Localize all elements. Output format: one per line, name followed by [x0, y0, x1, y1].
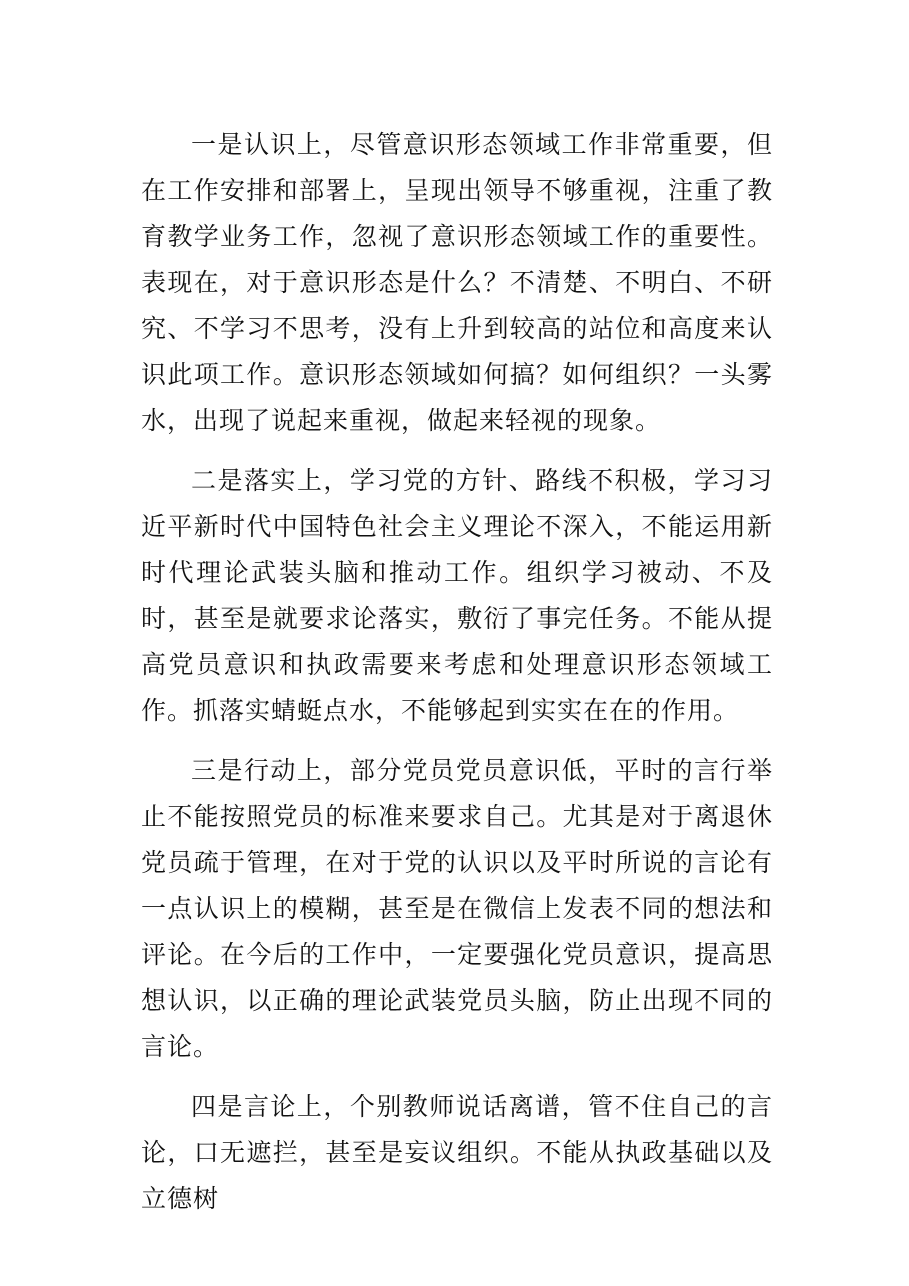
paragraph-speech: 四是言论上，个别教师说话离谱，管不住自己的言论，口无遮拦，甚至是妄议组织。不能从执政基础以及立德树	[141, 1092, 773, 1213]
paragraph-recognition: 一是认识上，尽管意识形态领域工作非常重要，但在工作安排和部署上，呈现出领导不够重视，注重了教育教学业务工作，忽视了意识形态领域工作的重要性。表现在，对于意识形态是什么？不清楚、不明白、不研究、不学习不思考，没有上升到较高的站位和高度来认识此项工作。意识形态领域如何搞？如何组织？一头雾水，出现了说起来重视，做起来轻视的现象。	[141, 130, 773, 435]
paragraph-implementation: 二是落实上，学习党的方针、路线不积极，学习习近平新时代中国特色社会主义理论不深入，不能运用新时代理论武装头脑和推动工作。组织学习被动、不及时，甚至是就要求论落实，敷衍了事完任务。不能从提高党员意识和执政需要来考虑和处理意识形态领域工作。抓落实蜻蜓点水，不能够起到实实在在的作用。	[141, 466, 773, 725]
paragraph-action: 三是行动上，部分党员党员意识低，平时的言行举止不能按照党员的标准来要求自己。尤其是对于离退休党员疏于管理，在对于党的认识以及平时所说的言论有一点认识上的模糊，甚至是在微信上发表不同的想法和评论。在今后的工作中，一定要强化党员意识，提高思想认识，以正确的理论武装党员头脑，防止出现不同的言论。	[141, 756, 773, 1061]
document-body	[141, 122, 773, 1236]
